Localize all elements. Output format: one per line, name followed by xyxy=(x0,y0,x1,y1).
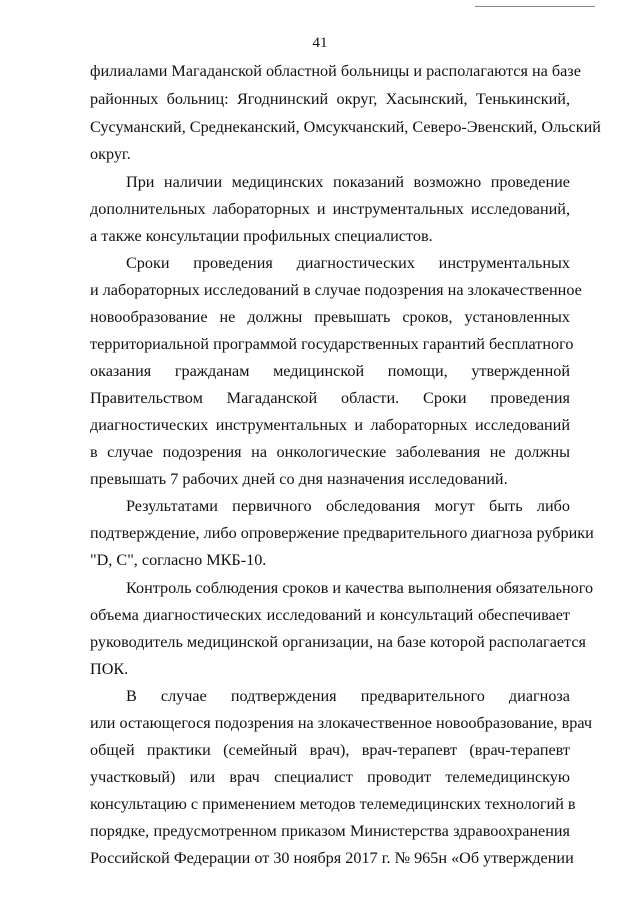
text-line: объема диагностических исследований и консультаций обеспечивает xyxy=(90,606,570,624)
text-line: а также консультации профильных специалистов. xyxy=(90,227,433,245)
paragraph-first-line: При наличии медицинских показаний возможно проведение xyxy=(126,173,570,191)
text-line: оказания гражданам медицинской помощи, утвержденной xyxy=(90,362,570,380)
text-line: Правительством Магаданской области. Сроки проведения xyxy=(90,389,570,407)
paragraph-first-line: Контроль соблюдения сроков и качества выполнения обязательного xyxy=(126,579,594,597)
text-line: "D, C", согласно МКБ-10. xyxy=(90,551,267,569)
paragraph-first-line: В случае подтверждения предварительного диагноза xyxy=(126,687,570,705)
text-line: округ. xyxy=(90,145,131,163)
text-line: общей практики (семейный врач), врач-терапевт (врач-терапевт xyxy=(90,741,570,759)
text-line: диагностических инструментальных и лабораторных исследований xyxy=(90,416,570,434)
text-line: подтверждение, либо опровержение предварительного диагноза рубрики xyxy=(90,524,594,542)
text-line: ПОК. xyxy=(90,660,129,678)
text-line: порядке, предусмотренном приказом Министерства здравоохранения xyxy=(90,822,570,840)
text-line: Российской Федерации от 30 ноября 2017 г. № 965н «Об утверждении xyxy=(90,849,574,867)
paragraph-first-line: Сроки проведения диагностических инструментальных xyxy=(126,254,570,272)
text-line: Сусуманский, Среднеканский, Омсукчанский, Северо-Эвенский, Ольский xyxy=(90,118,601,136)
text-line: консультацию с применением методов телемедицинских технологий в xyxy=(90,795,576,813)
text-line: филиалами Магаданской областной больницы и располагаются на базе xyxy=(90,62,581,80)
text-line: и лабораторных исследований в случае подозрения на злокачественное xyxy=(90,281,582,299)
text-line: руководитель медицинской организации, на базе которой располагается xyxy=(90,633,586,651)
text-line: или остающегося подозрения на злокачественное новообразование, врач xyxy=(90,714,593,732)
text-line: в случае подозрения на онкологические заболевания не должны xyxy=(90,443,570,461)
text-line: территориальной программой государственных гарантий бесплатного xyxy=(90,335,574,353)
text-line: участковый) или врач специалист проводит телемедицинскую xyxy=(90,768,570,786)
text-line: новообразование не должны превышать сроков, установленных xyxy=(90,308,570,326)
page-number: 41 xyxy=(312,35,328,51)
paragraph-first-line: Результатами первичного обследования могут быть либо xyxy=(126,497,570,515)
text-line: превышать 7 рабочих дней со дня назначения исследований. xyxy=(90,470,508,488)
text-line: районных больниц: Ягоднинский округ, Хасынский, Тенькинский, xyxy=(90,90,570,108)
scan-edge-mark xyxy=(475,0,595,7)
text-line: дополнительных лабораторных и инструментальных исследований, xyxy=(90,200,570,218)
